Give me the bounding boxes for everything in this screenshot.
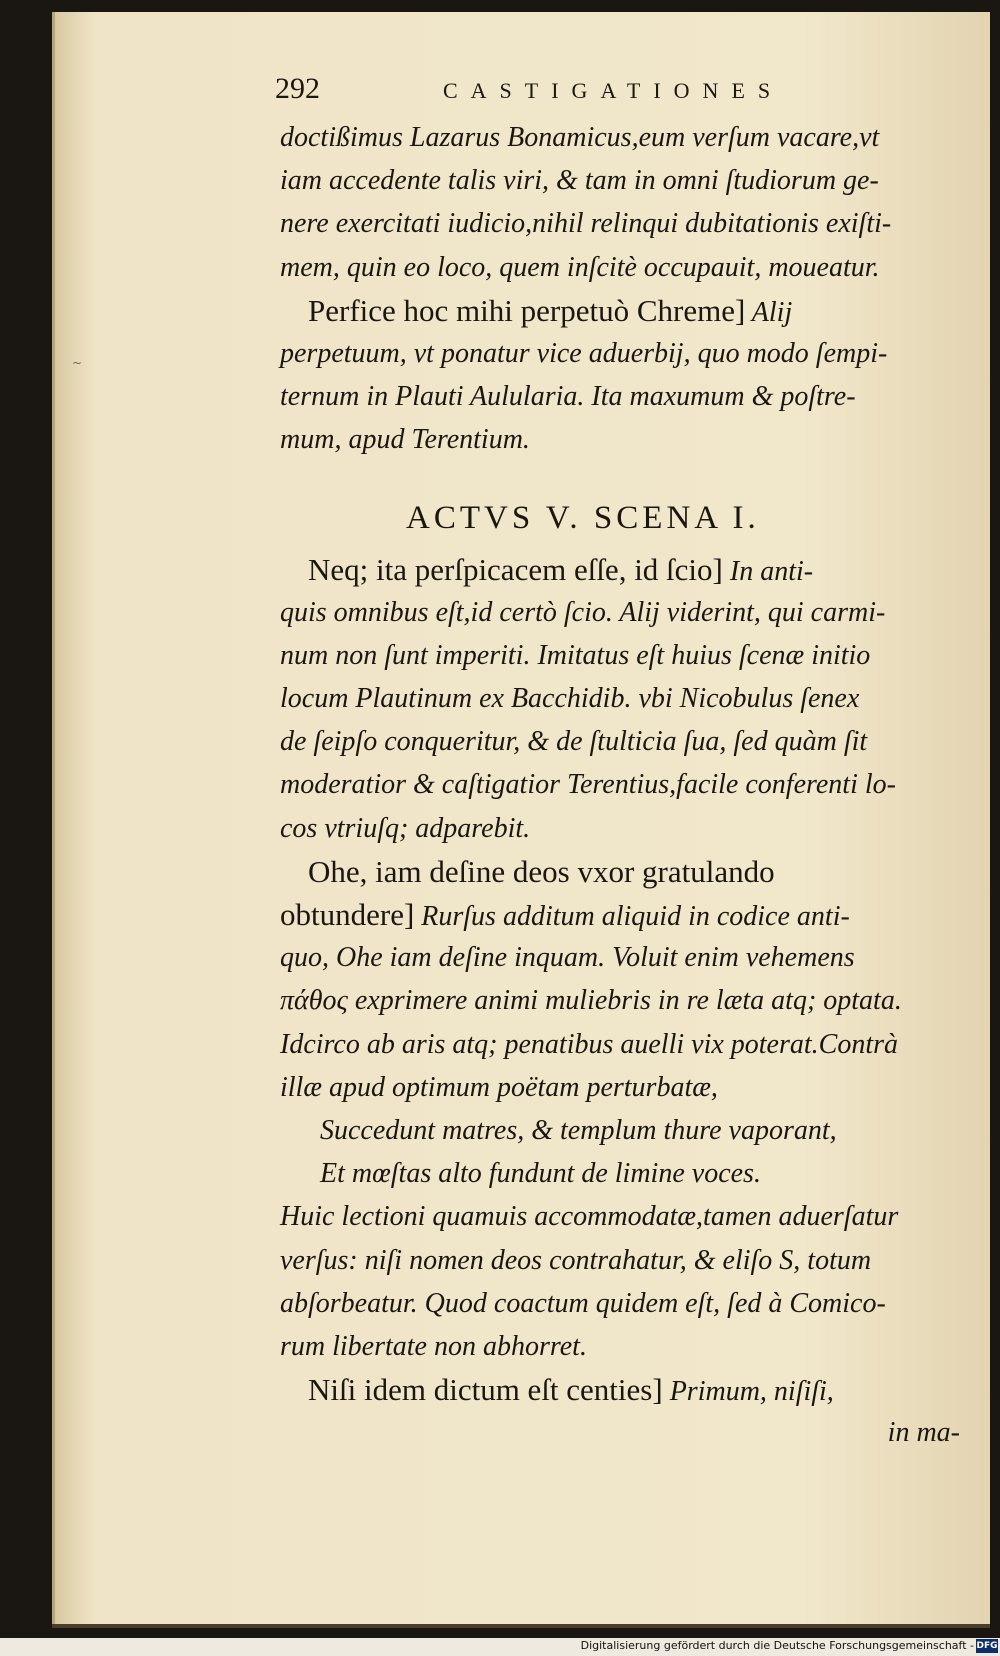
text-line: ternum in Plauti Aulularia. Ita maxumum & poſtre- (280, 381, 856, 413)
running-head (275, 72, 975, 112)
text-line: nere exercitati iudicio,nihil relinqui dubitationis exiſti- (280, 208, 892, 240)
verse-quote-line: Succedunt matres, & templum thure vaporant, (320, 1114, 837, 1146)
text-line: quis omnibus eſt,id certò ſcio. Alij viderint, qui carmi- (280, 596, 886, 628)
page-number: 292 (275, 72, 320, 105)
text-line: iam accedente talis viri, & tam in omni ſtudiorum ge- (280, 165, 879, 197)
text-line: num non ſunt imperiti. Imitatus eſt huius ſcenæ initio (280, 639, 871, 671)
lemma-line (280, 850, 980, 893)
text-line: πάθος exprimere animi muliebris in re læta atq; optata. (280, 985, 902, 1017)
lemma-line: obtundere] Rurſus additum aliquid in codice anti- (280, 897, 850, 932)
running-title: CASTIGATIONES (443, 78, 784, 103)
body-text (280, 116, 980, 1454)
text-line: de ſeipſo conqueritur, & de ſtulticia ſua, ſed quàm ſit (280, 726, 868, 758)
margin-mark: ~ (72, 356, 83, 370)
text-line: moderatior & caſtigatior Terentius,facile conferenti lo- (280, 769, 896, 801)
text-line: abſorbeatur. Quod coactum quidem eſt, ſed à Comico- (280, 1287, 886, 1319)
text-line: verſus: niſi nomen deos contrahatur, & eliſo S, totum (280, 1244, 872, 1276)
lemma: Perfice hoc mihi perpetuò Chreme] (308, 292, 746, 328)
lemma-line: Perfice hoc mihi perpetuò Chreme] Alij (308, 292, 793, 328)
lemma-line: Niſi idem dictum eſt centies] Primum, niſiſi, (308, 1372, 834, 1408)
text-line: rum libertate non abhorret. (280, 1330, 587, 1362)
verse-quote-line: Et mœſtas alto fundunt de limine voces. (320, 1158, 761, 1190)
page-bottom-edge (52, 1624, 990, 1628)
lemma: obtundere] (280, 897, 415, 932)
lemma-line: Neq; ita perſpicacem eſſe, id ſcio] In anti- (308, 551, 814, 587)
footer-credit: Digitalisierung gefördert durch die Deutsche Forschungsgemeinschaft - (580, 1639, 974, 1652)
lemma: Ohe, iam deſine deos vxor gratulando (308, 853, 775, 889)
lemma: Neq; ita perſpicacem eſſe, id ſcio] (308, 551, 723, 587)
lemma: Niſi idem dictum eſt centies] (308, 1372, 663, 1408)
footer-bar (0, 1638, 1000, 1656)
dfg-logo-icon: DFG (976, 1641, 998, 1651)
text-line: doctißimus Lazarus Bonamicus,eum verſum vacare,vt (280, 122, 880, 153)
text-line: perpetuum, vt ponatur vice aduerbij, quo modo ſempi- (280, 337, 888, 369)
text-line: mum, apud Terentium. (280, 424, 530, 456)
section-heading: ACTVS V. SCENA I. (406, 499, 760, 536)
catchword: in ma- (887, 1417, 960, 1449)
text-line: Huic lectioni quamuis accommodatæ,tamen aduerſatur (280, 1201, 899, 1233)
text-line: illæ apud optimum poëtam perturbatæ, (280, 1071, 718, 1103)
text-line: quo, Ohe iam deſine inquam. Voluit enim vehemens (280, 942, 855, 974)
text-line: locum Plautinum ex Bacchidib. vbi Nicobulus ſenex (280, 683, 860, 715)
text-line: Idcirco ab aris atq; penatibus auelli vix poterat.Contrà (280, 1028, 899, 1060)
text-line: cos vtriuſq; adparebit. (280, 812, 531, 844)
text-line: mem, quin eo loco, quem inſcitè occupauit, moueatur. (280, 251, 880, 283)
